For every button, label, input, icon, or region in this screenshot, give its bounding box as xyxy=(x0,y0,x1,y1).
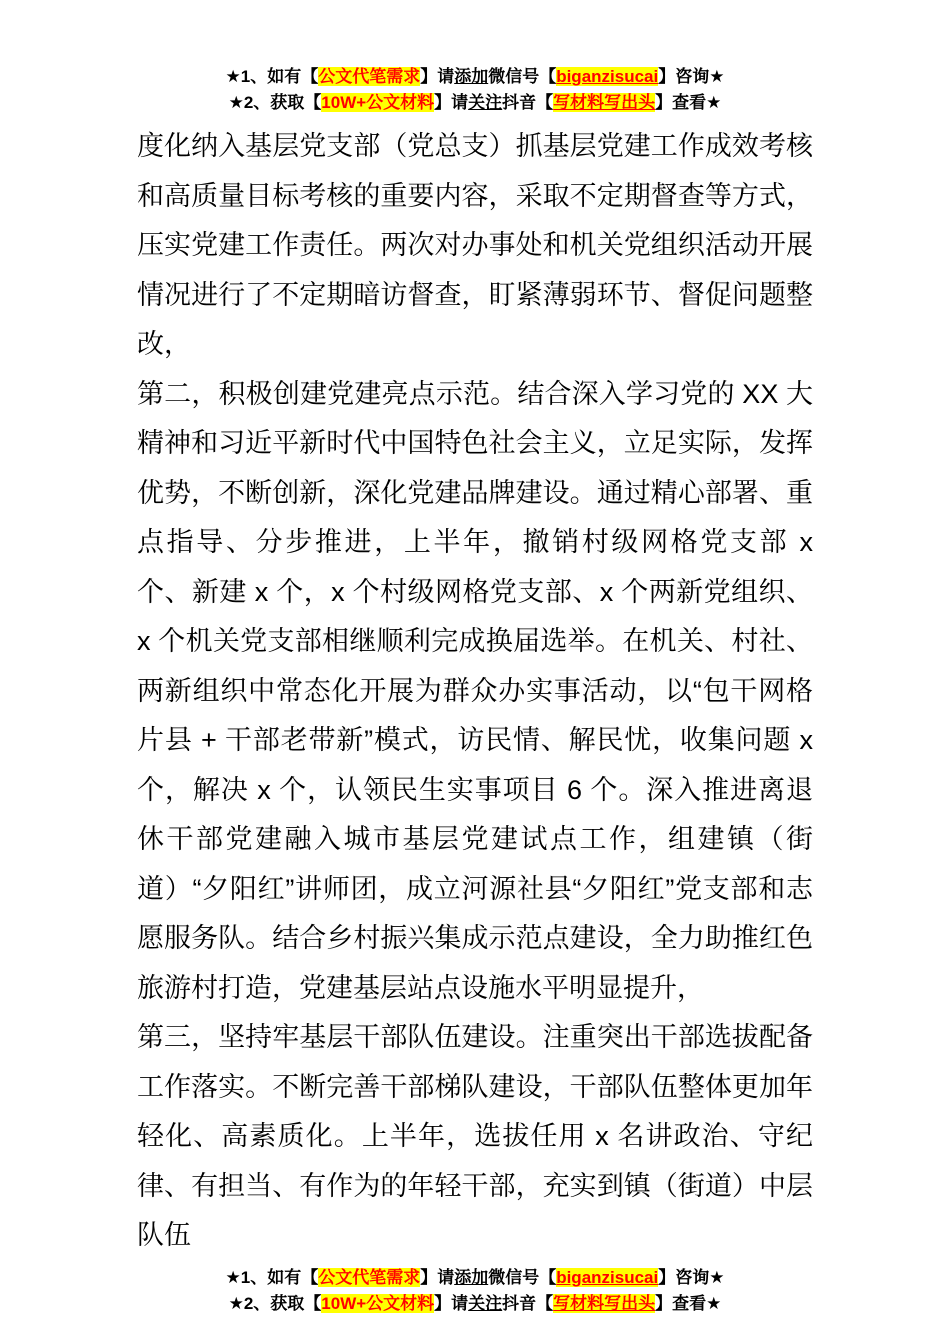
promo-wechat-id: biganzisucai xyxy=(556,1267,659,1287)
promo-text: 抖音【 xyxy=(502,93,554,112)
promo-text: ★1、如有【 xyxy=(225,1267,319,1287)
promo-text: ★1、如有【 xyxy=(225,67,319,86)
document-paragraph-1: 度化纳入基层党支部（党总支）抓基层党建工作成效考核和高质量目标考核的重要内容，采取不定期督查等方式，压实党建工作责任。两次对办事处和机关党组织活动开展情况进行了不定期暗访督查，盯紧薄弱环节、督促问题整改， xyxy=(137,131,813,359)
promo-highlight-materials: 10W+公文材料 xyxy=(321,93,435,112)
promo-text: 】咨询★ xyxy=(658,67,725,86)
promo-text: 微信号【 xyxy=(488,67,557,86)
promo-underline-follow: 关注 xyxy=(468,93,503,112)
document-paragraph-2: 第二，积极创建党建亮点示范。结合深入学习党的 XX 大精神和习近平新时代中国特色社会主义，立足实际，发挥优势，不断创新，深化党建品牌建设。通过精心部署、重点指导、分步推进，上半年，撤销村级网格党支部 x 个、新建 x 个，x 个村级网格党支部、x 个两新党组织、x 个机关党支部相继顺利完成换届选举。在机关、村社、两新组织中常态化开展为群众办实事活动，以“包干网格片县 + 干部老带新”模式，访民情、解民忧，收集问题 x 个，解决 x 个，认领民生实事项目 6 个。深入推进离退休干部党建融入城市基层党建试点工作，组建镇（街道）“夕阳红”讲师团，成立河源社县“夕阳红”党支部和志愿服务队。结合乡村振兴集成示范点建设，全力助推红色旅游村打造，党建基层站点设施水平明显提升， xyxy=(137,378,813,1003)
promo-text: 】请 xyxy=(420,1267,455,1287)
promo-text: 微信号【 xyxy=(488,1267,557,1287)
promo-wechat-id: biganzisucai xyxy=(556,67,659,86)
promo-highlight-materials: 10W+公文材料 xyxy=(321,1293,435,1313)
promo-header xyxy=(0,0,950,116)
promo-text: ★2、获取【 xyxy=(228,1293,322,1313)
promo-text: 】查看★ xyxy=(655,1293,722,1313)
promo-footer-line-1 xyxy=(0,1265,950,1291)
promo-underline-add: 添加 xyxy=(454,67,489,86)
document-paragraph-3: 第三，坚持牢基层干部队伍建设。注重突出干部选拔配备工作落实。不断完善干部梯队建设，干部队伍整体更加年轻化、高素质化。上半年，选拔任用 x 名讲政治、守纪律、有担当、有作为的年轻干部，充实到镇（街道）中层队伍 xyxy=(137,1022,813,1250)
promo-text: 】请 xyxy=(434,1293,469,1313)
promo-header-line-2 xyxy=(0,90,950,116)
promo-douyin-id: 写材料写出头 xyxy=(553,1293,656,1313)
promo-text: 】咨询★ xyxy=(658,1267,725,1287)
promo-highlight-service: 公文代笔需求 xyxy=(318,1267,421,1287)
promo-footer xyxy=(0,1265,950,1317)
document-body xyxy=(137,122,813,1261)
promo-header-line-1 xyxy=(0,64,950,90)
promo-footer-line-2 xyxy=(0,1291,950,1317)
promo-text: 抖音【 xyxy=(502,1293,554,1313)
promo-douyin-id: 写材料写出头 xyxy=(553,93,656,112)
promo-text: ★2、获取【 xyxy=(228,93,322,112)
promo-text: 】请 xyxy=(420,67,455,86)
promo-text: 】请 xyxy=(434,93,469,112)
promo-highlight-service: 公文代笔需求 xyxy=(318,67,421,86)
promo-text: 】查看★ xyxy=(655,93,722,112)
promo-underline-follow: 关注 xyxy=(468,1293,503,1313)
promo-underline-add: 添加 xyxy=(454,1267,489,1287)
